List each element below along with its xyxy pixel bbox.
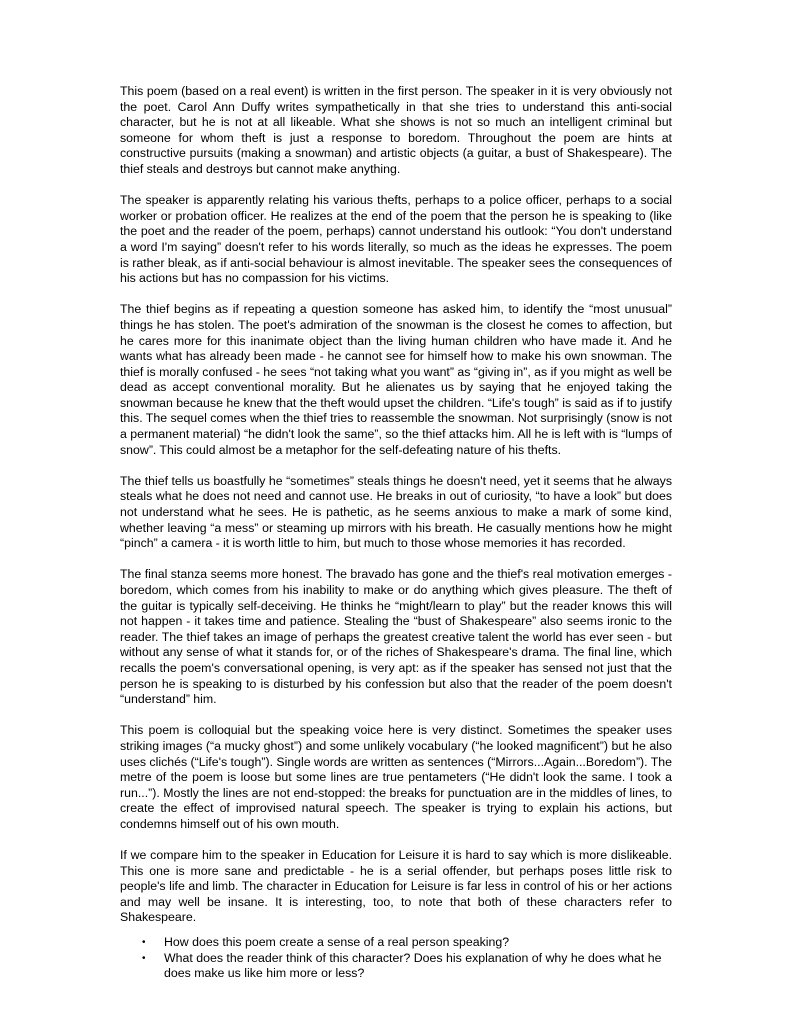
document-body <box>120 84 672 982</box>
paragraph-comparison: If we compare him to the speaker in Education for Leisure it is hard to say which is more dislikeable. This one is more sane and predictable - he is a serial offender, but perhaps poses little risk to people's life and limb. The character in Education for Leisure is far less in control of his or her actions and may well be insane. It is interesting, too, to note that both of these characters refer to Shakespeare. <box>120 848 672 925</box>
paragraph-intro: This poem (based on a real event) is written in the first person. The speaker in it is very obviously not the poet. Carol Ann Duffy writes sympathetically in that she tries to understand this anti-social character, but he is not at all likeable. What she shows is not so much an intelligent criminal but someone for whom theft is just a response to boredom. Throughout the poem are hints at constructive pursuits (making a snowman) and artistic objects (a guitar, a bust of Shakespeare). The thief steals and destroys but cannot make anything. <box>120 84 672 176</box>
bullet-icon: • <box>142 937 146 949</box>
paragraph-speaker: The speaker is apparently relating his various thefts, perhaps to a police officer, perhaps to a social worker or probation officer. He realizes at the end of the poem that the person he is speaking to (like the poet and the reader of the poem, perhaps) cannot understand his outlook: “You don't understand a word I'm saying” doesn't refer to his words literally, so much as the ideas he expresses. The poem is rather bleak, as if anti-social behaviour is almost inevitable. The speaker sees the consequences of his actions but has no compassion for his victims. <box>120 193 672 286</box>
list-item <box>120 935 672 951</box>
paragraph-snowman: The thief begins as if repeating a question someone has asked him, to identify the “most unusual” things he has stolen. The poet's admiration of the snowman is the closest he comes to affection, but he cares more for this inanimate object than the living human children who have made it. And he wants what has already been made - he cannot see for himself how to make his own snowman. The thief is morally confused - he sees “not taking what you want” as “giving in”, as if you might as well be dead as accept conventional morality. But he alienates us by saying that he enjoyed taking the snowman because he knew that the theft would upset the children. “Life's tough” is said as if to justify this. The sequel comes when the thief tries to reassemble the snowman. Not surprisingly (snow is not a permanent material) “he didn't look the same”, so the thief attacks him. All he is left with is “lumps of snow”. This could almost be a metaphor for the self-defeating nature of his thefts. <box>120 302 672 457</box>
bullet-icon: • <box>142 952 146 964</box>
list-item <box>120 951 672 982</box>
question-list <box>120 935 672 982</box>
question-text: How does this poem create a sense of a real person speaking? <box>164 935 510 950</box>
paragraph-final-stanza: The final stanza seems more honest. The bravado has gone and the thief's real motivation emerges - boredom, which comes from his inability to make or do anything which gives pleasure. The theft of the guitar is typically self-deceiving. He thinks he “might/learn to play” but the reader knows this will not happen - it takes time and patience. Stealing the “bust of Shakespeare” also seems ironic to the reader. The thief takes an image of perhaps the greatest creative talent the world has ever seen - but without any sense of what it stands for, or of the riches of Shakespeare's drama. The final line, which recalls the poem's conversational opening, is very apt: as if the speaker has sensed not just that the person he is speaking to is disturbed by his confession but also that the reader of the poem doesn't “understand” him. <box>120 567 672 707</box>
paragraph-break-ins: The thief tells us boastfully he “sometimes” steals things he doesn't need, yet it seems that he always steals what he does not need and cannot use. He breaks in out of curiosity, “to have a look” but does not understand what he sees. He is pathetic, as he seems anxious to make a mark of some kind, whether leaving “a mess” or steaming up mirrors with his breath. He casually mentions how he might “pinch” a camera - it is worth little to him, but much to those whose memories it has recorded. <box>120 473 672 551</box>
question-text: What does the reader think of this character? Does his explanation of why he does what he does make us like him more or less? <box>164 950 662 981</box>
paragraph-language: This poem is colloquial but the speaking voice here is very distinct. Sometimes the speaker uses striking images (“a mucky ghost”) and some unlikely vocabulary (“he looked magnificent”) but he also uses clichés (“Life's tough”). Single words are written as sentences (“Mirrors...Again...Boredom”). The metre of the poem is loose but some lines are true pentameters (“He didn't look the same. I took a run...”). Mostly the lines are not end-stopped: the breaks for punctuation are in the middles of lines, to create the effect of improvised natural speech. The speaker is trying to explain his actions, but condemns himself out of his own mouth. <box>120 723 672 831</box>
